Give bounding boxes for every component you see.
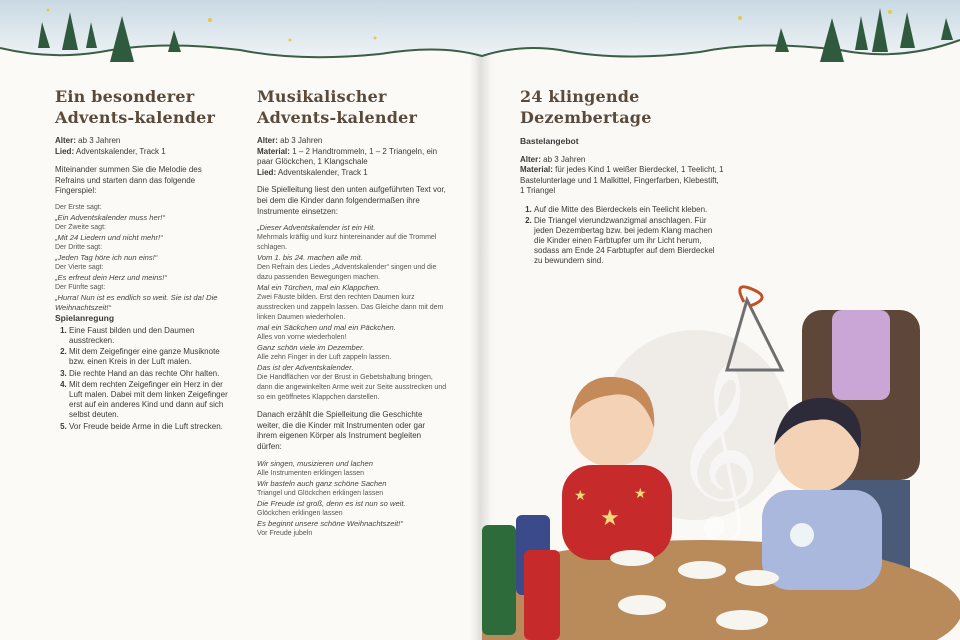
step-item: 1. Auf die Mitte des Bierdeckels ein Teelicht kleben. [534,205,725,215]
song-label: Lied: [55,146,75,156]
instruction-lines-2 [257,459,447,539]
article-meta [257,136,447,178]
recited-line: Das ist der Adventskalender. [257,363,354,373]
girl-figure [562,377,672,560]
instruction-line: Mehrmals kräftig und kurz hintereinander auf die Trommel schlagen. [257,234,437,252]
song-value: Adventskalender, Track 1 [75,146,166,156]
verse-list [55,203,232,313]
recited-line: Die Freude ist groß, denn es ist nun so weit. [257,498,406,508]
article-title: 24 klingende Dezembertage [520,87,652,127]
children-crafting-illustration [482,270,960,640]
recited-line: mal ein Säckchen und mal ein Päckchen. [257,323,396,333]
instruction-line: Den Refrain des Liedes „Adventskalender“ singen und die dazu passenden Bewegungen machen. [257,264,437,282]
step-item: 5. Vor Freude beide Arme in die Luft strecken. [69,422,232,432]
instruction-lines [257,223,447,403]
verse-speaker: Der Erste sagt: [55,203,102,211]
step-item: 3. Die rechte Hand an das rechte Ohr halten. [69,369,232,379]
instruction-line: Triangel und Glöckchen erklingen lassen [257,489,384,497]
intro-text-2: Danach erzählt die Spielleitung die Geschichte weiter, die die Kinder mit Instrumenten oder gar ihrem eigenen Körper als Instrument begleiten dürfen: [257,410,426,451]
recited-line: Vom 1. bis 24. machen alle mit. [257,253,363,263]
material-label: Material: [520,165,553,175]
article-december-days [520,86,725,268]
step-list [520,205,725,267]
material-label: Material: [257,146,290,156]
treble-clef-icon: 𝄞 [672,362,761,536]
article-title: Musikalischer Advents-kalender [257,87,418,127]
verse-line: „Hurra! Nun ist es endlich so weit. Sie ist da! Die Weihnachtszeit!“ [55,292,218,312]
svg-text:★: ★ [634,485,647,501]
instruction-line: Alle Instrumenten erklingen lassen [257,469,365,477]
step-item: 4. Mit dem rechten Zeigefinger ein Herz in der Luft malen. Dabei mit dem linken Zeigefinger erst auf ein anderes Kind und dann auf sich selbst deuten. [69,380,232,420]
age-value: ab 3 Jahren [280,136,323,145]
winter-banner [0,0,960,70]
song-label: Lied: [257,167,277,177]
material-value: für jedes Kind 1 weißer Bierdeckel, 1 Teelicht, 1 Bastelunterlage und 1 Malkittel, Fingerfarben, Klebestift, 1 Triangel [520,165,724,196]
verse-speaker: Der Fünfte sagt: [55,283,106,291]
step-item: 2. Die Triangel vierundzwanzigmal anschlagen. Für jeden Dezembertag bzw. bei jedem Klang machen die Kinder einen Farbtupfer um ihr Licht herum, sodass am Ende 24 Farbtupfer auf dem Bierdeckel zu bewundern sind. [534,216,725,266]
age-label: Alter: [257,136,278,145]
article-meta [55,136,232,157]
verse-line: „Ein Adventskalender muss her!“ [55,212,165,222]
verse-speaker: Der Zweite sagt: [55,223,106,231]
intro-text: Die Spielleitung liest den unten aufgeführten Text vor, bei dem die Kinder dann folgendermaßen ihre Instrumente einsetzen: [257,185,446,216]
age-value: ab 3 Jahren [543,154,586,164]
verse-line: „Mit 24 Liedern und nicht mehr!“ [55,232,163,242]
verse-speaker: Der Dritte sagt: [55,243,103,251]
article-advent-calendar [55,86,232,433]
instruction-line: Zwei Fäuste bilden. Erst den rechten Daumen kurz ausstrecken und zappeln lassen. Das Gleiche dann mit dem linken Daumen wiederholen. [257,294,444,322]
intro-text: Miteinander summen Sie die Melodie des Refrains und starten dann das folgende Fingerspiel: [55,165,202,196]
step-list [55,326,232,432]
recited-line: Mal ein Türchen, mal ein Klappchen. [257,283,381,293]
verse-line: „Es erfreut dein Herz und meins!“ [55,272,167,282]
article-title: Ein besonderer Advents-kalender [55,87,216,127]
article-subtitle: Bastelangebot [520,136,579,146]
song-value: Adventskalender, Track 1 [277,167,368,177]
verse-line: „Jeden Tag höre ich nun eins!“ [55,252,158,262]
recited-line: Wir singen, musizieren und lachen [257,458,374,468]
recited-line: Wir basteln auch ganz schöne Sachen [257,478,387,488]
verse-speaker: Der Vierte sagt: [55,263,104,271]
step-item: 2. Mit dem Zeigefinger eine ganze Musiknote bzw. einen Kreis in der Luft malen. [69,347,232,367]
material-value: 1 – 2 Handtrommeln, 1 – 2 Triangeln, ein paar Glöckchen, 1 Klangschale [257,146,438,167]
article-musical-calendar [257,86,447,539]
step-item: 1. Eine Faust bilden und den Daumen ausstrecken. [69,326,232,346]
instruction-line: Alle zehn Finger in der Luft zappeln lassen. [257,354,392,362]
recited-line: Es beginnt unsere schöne Weihnachtszeit!“ [257,518,403,528]
section-subtitle: Spielanregung [55,312,115,323]
instruction-line: Vor Freude jubeln [257,529,313,537]
triangle-instrument [727,300,782,370]
age-label: Alter: [55,136,76,145]
svg-text:★: ★ [600,505,620,530]
instruction-line: Die Handflächen vor der Brust in Gebetshaltung bringen, dann die angewinkelten Arme weit zur Seite ausstrecken und so ein geöffnetes Klappchen darstellen. [257,374,447,402]
recited-line: Ganz schön viele im Dezember. [257,343,365,353]
age-label: Alter: [520,154,541,164]
instruction-line: Glöckchen erklingen lassen [257,509,343,517]
age-value: ab 3 Jahren [78,136,121,145]
article-meta [520,155,725,197]
svg-text:★: ★ [574,487,587,503]
instruction-line: Alles von vorne wiederholen! [257,334,347,342]
recited-line: „Dieser Adventskalender ist ein Hit. [257,223,376,233]
